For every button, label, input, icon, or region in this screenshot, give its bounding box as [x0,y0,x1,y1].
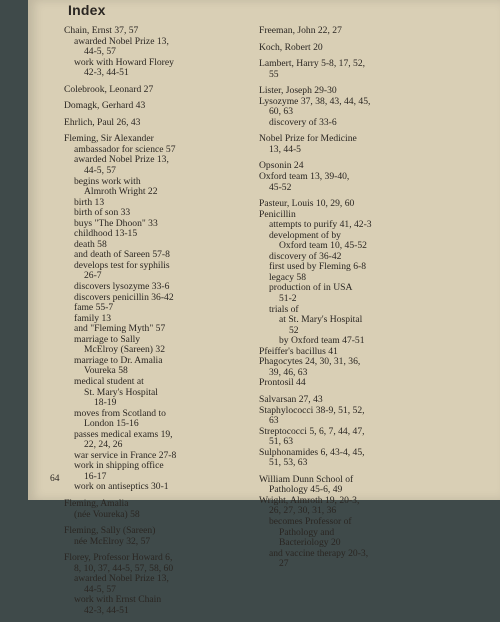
index-subentry: awarded Nobel Prize 13, [74,35,169,47]
index-subentry: marriage to Dr. Amalia [74,354,163,366]
index-subentry: Oxford team 10, 45-52 [279,240,367,252]
index-subentry: production of in USA [269,282,353,294]
index-subentry: 44-5, 57 [84,46,116,58]
index-heading: Streptococci 5, 6, 7, 44, 47, [259,425,365,437]
index-heading: Prontosil 44 [259,377,306,389]
index-subentry: 60, 63 [269,106,293,118]
index-entry [259,26,479,37]
index-subentry: fame 55-7 [74,302,114,314]
index-heading: Sulphonamides 6, 43-4, 45, [259,446,365,458]
index-heading: Opsonin 24 [259,160,304,172]
index-heading: Ehrlich, Paul 26, 43 [64,116,141,128]
index-subentry: awarded Nobel Prize 13, [74,154,169,166]
index-heading: Lambert, Harry 5-8, 17, 52, [259,58,366,70]
index-subentry: 26, 27, 30, 31, 36 [269,505,337,517]
index-subentry: birth of son 33 [74,207,131,219]
index-heading: Pasteur, Louis 10, 29, 60 [259,198,355,210]
index-subentry: 44-5, 57 [84,165,116,177]
index-subentry: legacy 58 [269,271,307,283]
index-subentry: 51, 53, 63 [269,457,308,469]
book-page [28,0,500,616]
index-subentry: St. Mary's Hospital [84,386,158,398]
index-subentry: 44-5, 57 [84,583,116,595]
index-subentry: birth 13 [74,196,105,208]
index-subentry: 55 [269,68,279,80]
index-heading: Salvarsan 27, 43 [259,393,323,405]
index-heading: Domagk, Gerhard 43 [64,100,146,112]
index-entry [64,26,259,79]
index-subentry: development of by [269,229,341,241]
index-heading: Colebrook, Leonard 27 [64,83,154,95]
index-subentry: 42-3, 44-51 [84,604,129,616]
index-heading: Nobel Prize for Medicine [259,133,357,145]
index-subentry: first used by Fleming 6-8 [269,261,366,273]
index-subentry: discovery of 33-6 [269,116,337,128]
index-heading: Chain, Ernst 37, 57 [64,25,139,36]
index-subentry: death 58 [74,238,107,250]
index-subentry: becomes Professor of [269,515,352,527]
index-subentry: Almroth Wright 22 [84,186,158,198]
index-heading: Penicillin [259,208,296,220]
index-subentry: Bacteriology 20 [279,537,341,549]
index-subentry: and vaccine therapy 20-3, [269,547,369,559]
index-subentry: and "Fleming Myth" 57 [74,323,166,335]
index-subentry: McElroy (Sareen) 32 [84,344,165,356]
index-subentry: 42-3, 44-51 [84,67,129,79]
index-heading: Fleming, Amalia [64,497,129,509]
index-subentry: 27 [279,558,289,570]
index-subentry: and death of Sareen 57-8 [74,249,170,261]
index-subentry: work on antiseptics 30-1 [74,481,169,493]
index-heading: Freeman, John 22, 27 [259,25,342,36]
index-subentry: medical student at [74,375,144,387]
index-subentry: Voureka 58 [84,365,128,377]
index-subentry: discovery of 36-42 [269,250,342,262]
index-entry [64,101,259,112]
index-entry [259,43,479,54]
index-heading: William Dunn School of [259,473,354,485]
index-heading: Florey, Professor Howard 6, [64,552,173,564]
index-subentry: 22, 24, 26 [84,439,123,451]
index-subentry: (née Voureka) 58 [74,508,140,520]
index-heading: Wright, Almroth 19, 20-3, [259,494,360,506]
index-subentry: 39, 46, 63 [269,366,308,378]
index-subentry: family 13 [74,312,112,324]
index-subentry: work with Howard Florey [74,56,174,68]
index-heading: Lysozyme 37, 38, 43, 44, 45, [259,95,371,107]
index-heading: Koch, Robert 20 [259,41,323,53]
index-subentry: 16-17 [84,470,107,482]
index-subentry: née McElroy 32, 57 [74,535,151,547]
index-entry [259,395,479,469]
index-entry [64,553,259,616]
index-subentry: 51-2 [279,293,297,305]
index-subentry: 51, 63 [269,436,293,448]
page-number: 64 [50,474,60,484]
index-subentry: childhood 13-15 [74,228,138,240]
index-subentry: develops test for syphilis [74,259,170,271]
index-subentry: Pathology 45-6, 49 [269,484,343,496]
index-heading: Phagocytes 24, 30, 31, 36, [259,356,361,368]
index-subentry: buys "The Dhoon" 33 [74,217,158,229]
index-subentry: 13, 44-5 [269,143,301,155]
index-heading: Staphylococci 38-9, 51, 52, [259,404,365,416]
index-subentry: moves from Scotland to [74,407,166,419]
index-heading: Pfeiffer's bacillus 41 [259,345,338,357]
index-entry [259,59,479,80]
index-subentry: 52 [289,324,299,336]
index-subentry: Pathology and [279,526,335,538]
index-subentry: 26-7 [84,270,102,282]
index-subentry: 18-19 [94,397,117,409]
index-entry [64,134,259,493]
index-entry [64,118,259,129]
index-subentry: by Oxford team 47-51 [279,335,365,347]
index-subentry: discovers penicillin 36-42 [74,291,174,303]
index-entry [259,475,479,570]
index-entry [259,86,479,128]
index-column-right [259,26,479,576]
index-subentry: passes medical exams 19, [74,428,173,440]
index-entry [64,85,259,96]
index-entry [259,199,479,389]
index-subentry: 63 [269,415,279,427]
index-heading: Fleming, Sally (Sareen) [64,525,156,537]
index-subentry: discovers lysozyme 33-6 [74,281,170,293]
index-subentry: war service in France 27-8 [74,449,177,461]
index-subentry: begins work with [74,175,141,187]
index-title: Index [68,2,106,18]
index-subentry: at St. Mary's Hospital [279,314,363,326]
index-entry [64,526,259,547]
index-entry [259,134,479,155]
index-entry [259,161,479,193]
index-heading: Fleming, Sir Alexander [64,133,154,145]
index-subentry: awarded Nobel Prize 13, [74,573,169,585]
index-subentry: work in shipping office [74,460,164,472]
index-subentry: 8, 10, 37, 44-5, 57, 58, 60 [74,562,174,574]
index-subentry: ambassador for science 57 [74,143,176,155]
index-entry [64,499,259,520]
index-subentry: marriage to Sally [74,333,141,345]
index-subentry: trials of [269,303,299,315]
index-column-left [64,26,259,622]
index-heading: Lister, Joseph 29-30 [259,85,337,97]
index-heading: Oxford team 13, 39-40, [259,171,350,183]
index-subentry: attempts to purify 41, 42-3 [269,219,372,231]
index-subentry: work with Ernst Chain [74,594,162,606]
index-subentry: 45-52 [269,181,292,193]
index-subentry: London 15-16 [84,418,139,430]
